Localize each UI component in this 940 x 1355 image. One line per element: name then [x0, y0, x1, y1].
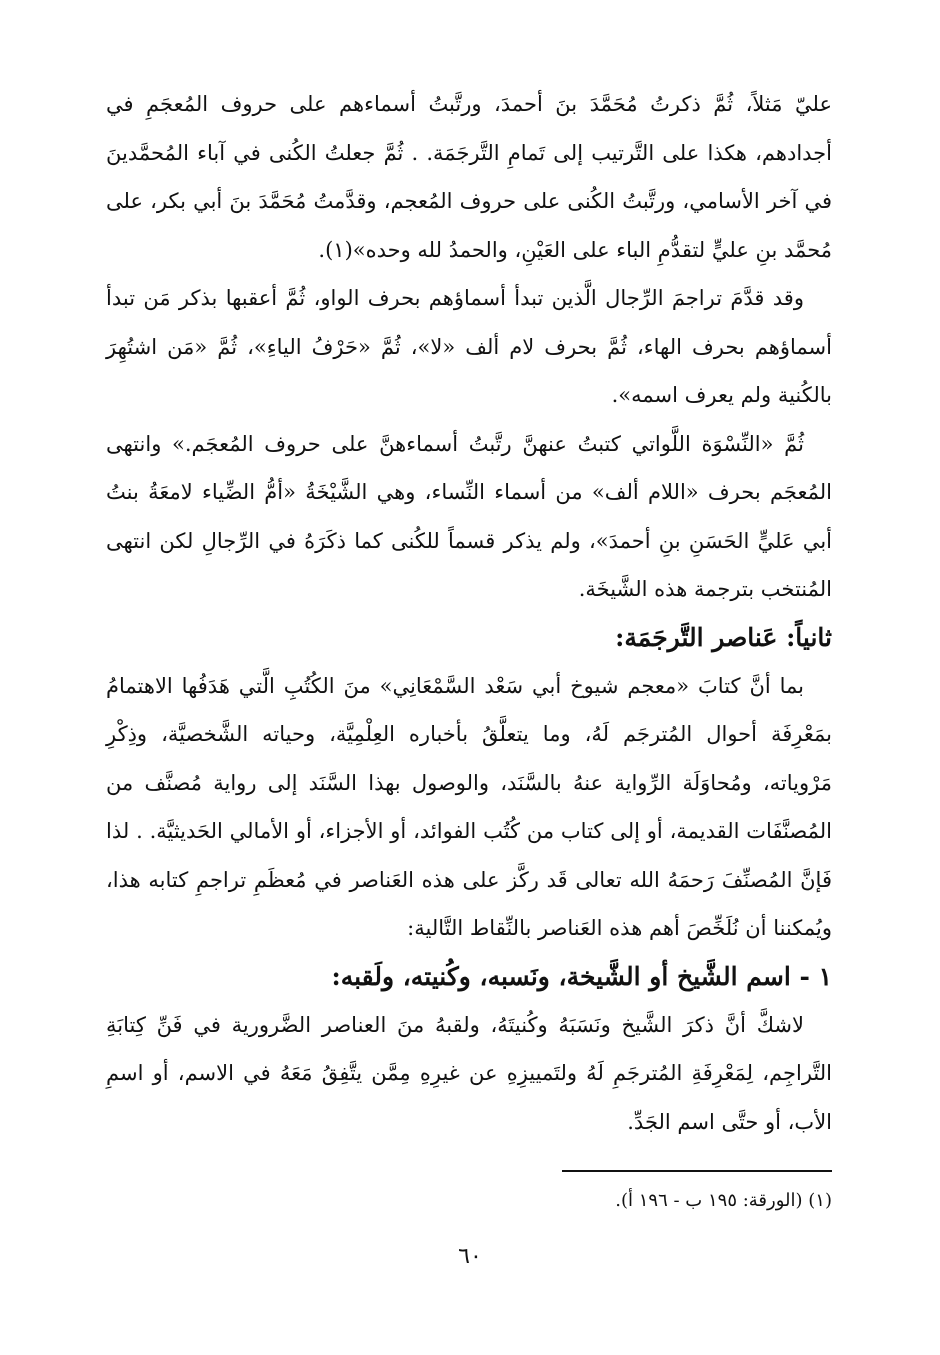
- paragraph-elements-intro: بما أنَّ كتابَ «معجم شيوخ أبي سَعْد السَّمْعَانِي» منَ الكُتُبِ الَّتي هَدَفُها الاهتمامُ بمَعْرِفَة أحوال المُترجَم لَهُ، وما يتعلَّقُ بأخباره العِلْمِيَّة، وحياته الشَّخصيَّة، وذِكْرِ مَرْوياته، ومُحاوَلَة الرِّواية عنهُ بالسَّنَد، والوصول بهذا السَّنَد إلى رواية مُصنَّف من المُصنَّفَات القديمة، أو إلى كتاب من كُتُب الفوائد، أو الأجزاء، أو الأمالي الحَديثيَّة. . لذا فَإنَّ المُصنِّفَ رَحمَهُ الله تعالى قَد ركَّز على هذه العَناصر في مُعظَمِ تراجمِ كتابه هذا، ويُمكننا أن نُلَخِّصَ أهم هذه العَناصر بالنِّقاط التَّالية:: [106, 673, 832, 940]
- page-number: ٦٠: [458, 1244, 482, 1269]
- footnote: (١) (الورقة: ١٩٥ ب - ١٩٦ أ).: [615, 1190, 832, 1211]
- paragraph-name-importance: لاشكَّ أنَّ ذكرَ الشَّيخ ونَسَبَهُ وكُنيتَهُ، ولقبهُ منَ العناصر الضَّرورية في فَنِّ كِتابَةِ التَّراجِم، لِمَعْرِفَةِ المُترجَمِ لَهُ ولتَمييزِهِ عن غيرِهِ مِمَّن يتَّفِقُ مَعَهُ في الاسم، أو اسمِ الأب، أو حتَّى اسم الجَدِّ.: [106, 1012, 832, 1134]
- paragraph-ordering: وقد قدَّمَ تراجمَ الرِّجال الَّذين تبدأ أسماؤهم بحرف الواو، ثُمَّ أعقبها بذكر مَن تبدأ أسماؤهم بحرف الهاء، ثُمَّ بحرف لام ألف «لا»، ثُمَّ «حَرْفُ الياءِ»، ثُمَّ «مَن اشتُهِرَ بالكُنية ولم يعرف اسمه».: [106, 286, 832, 407]
- paragraph-quote-continuation: عليّ مَثلاً، ثُمَّ ذكرتُ مُحَمَّدَ بنَ أحمدَ، ورتَّبتُ أسماءهم على حروف المُعجَمِ في أجدادهم، هكذا على التَّرتيب إلى تَمامِ التَّرجَمَة. . ثُمَّ جعلتُ الكُنى في آباء المُحمَّدينَ في آخر الأسامي، ورتَّبتُ الكُنى على حروف المُعجم، وقدَّمتُ مُحَمَّدَ بنَ أبي بكر، على مُحمَّد بنِ عليٍّ لتقدُّمِ الباء على العَيْنِ، والحمدُ لله وحده»(١).: [106, 92, 832, 262]
- main-text: [106, 80, 832, 1146]
- section-heading-elements: ثانياً: عَناصر التَّرجَمَة:: [615, 622, 832, 652]
- footnote-divider: [562, 1170, 832, 1172]
- paragraph-women-section: ثُمَّ «النِّسْوَة اللَّواتي كتبتُ عنهنَّ رتَّبتُ أسماءهنَّ على حروف المُعجَم.» وانتهى المُعجَم بحرف «اللام ألف» من أسماء النِّساء، وهي الشَّيْخَةُ «أمُّ الضِّياء لامعَةُ بنتُ أبي عَليٍّ الحَسَنِ بنِ أحمدَ»، ولم يذكر قسماً للكُنى كما ذكَرَهُ في الرِّجالِ لكن انتهى المُنتخب بترجمة هذه الشَّيخَة.: [106, 431, 832, 601]
- subheading-name-lineage: ١ - اسم الشَّيخ أو الشَّيخة، ونَسبه، وكُنيته، ولَقبه:: [331, 961, 832, 991]
